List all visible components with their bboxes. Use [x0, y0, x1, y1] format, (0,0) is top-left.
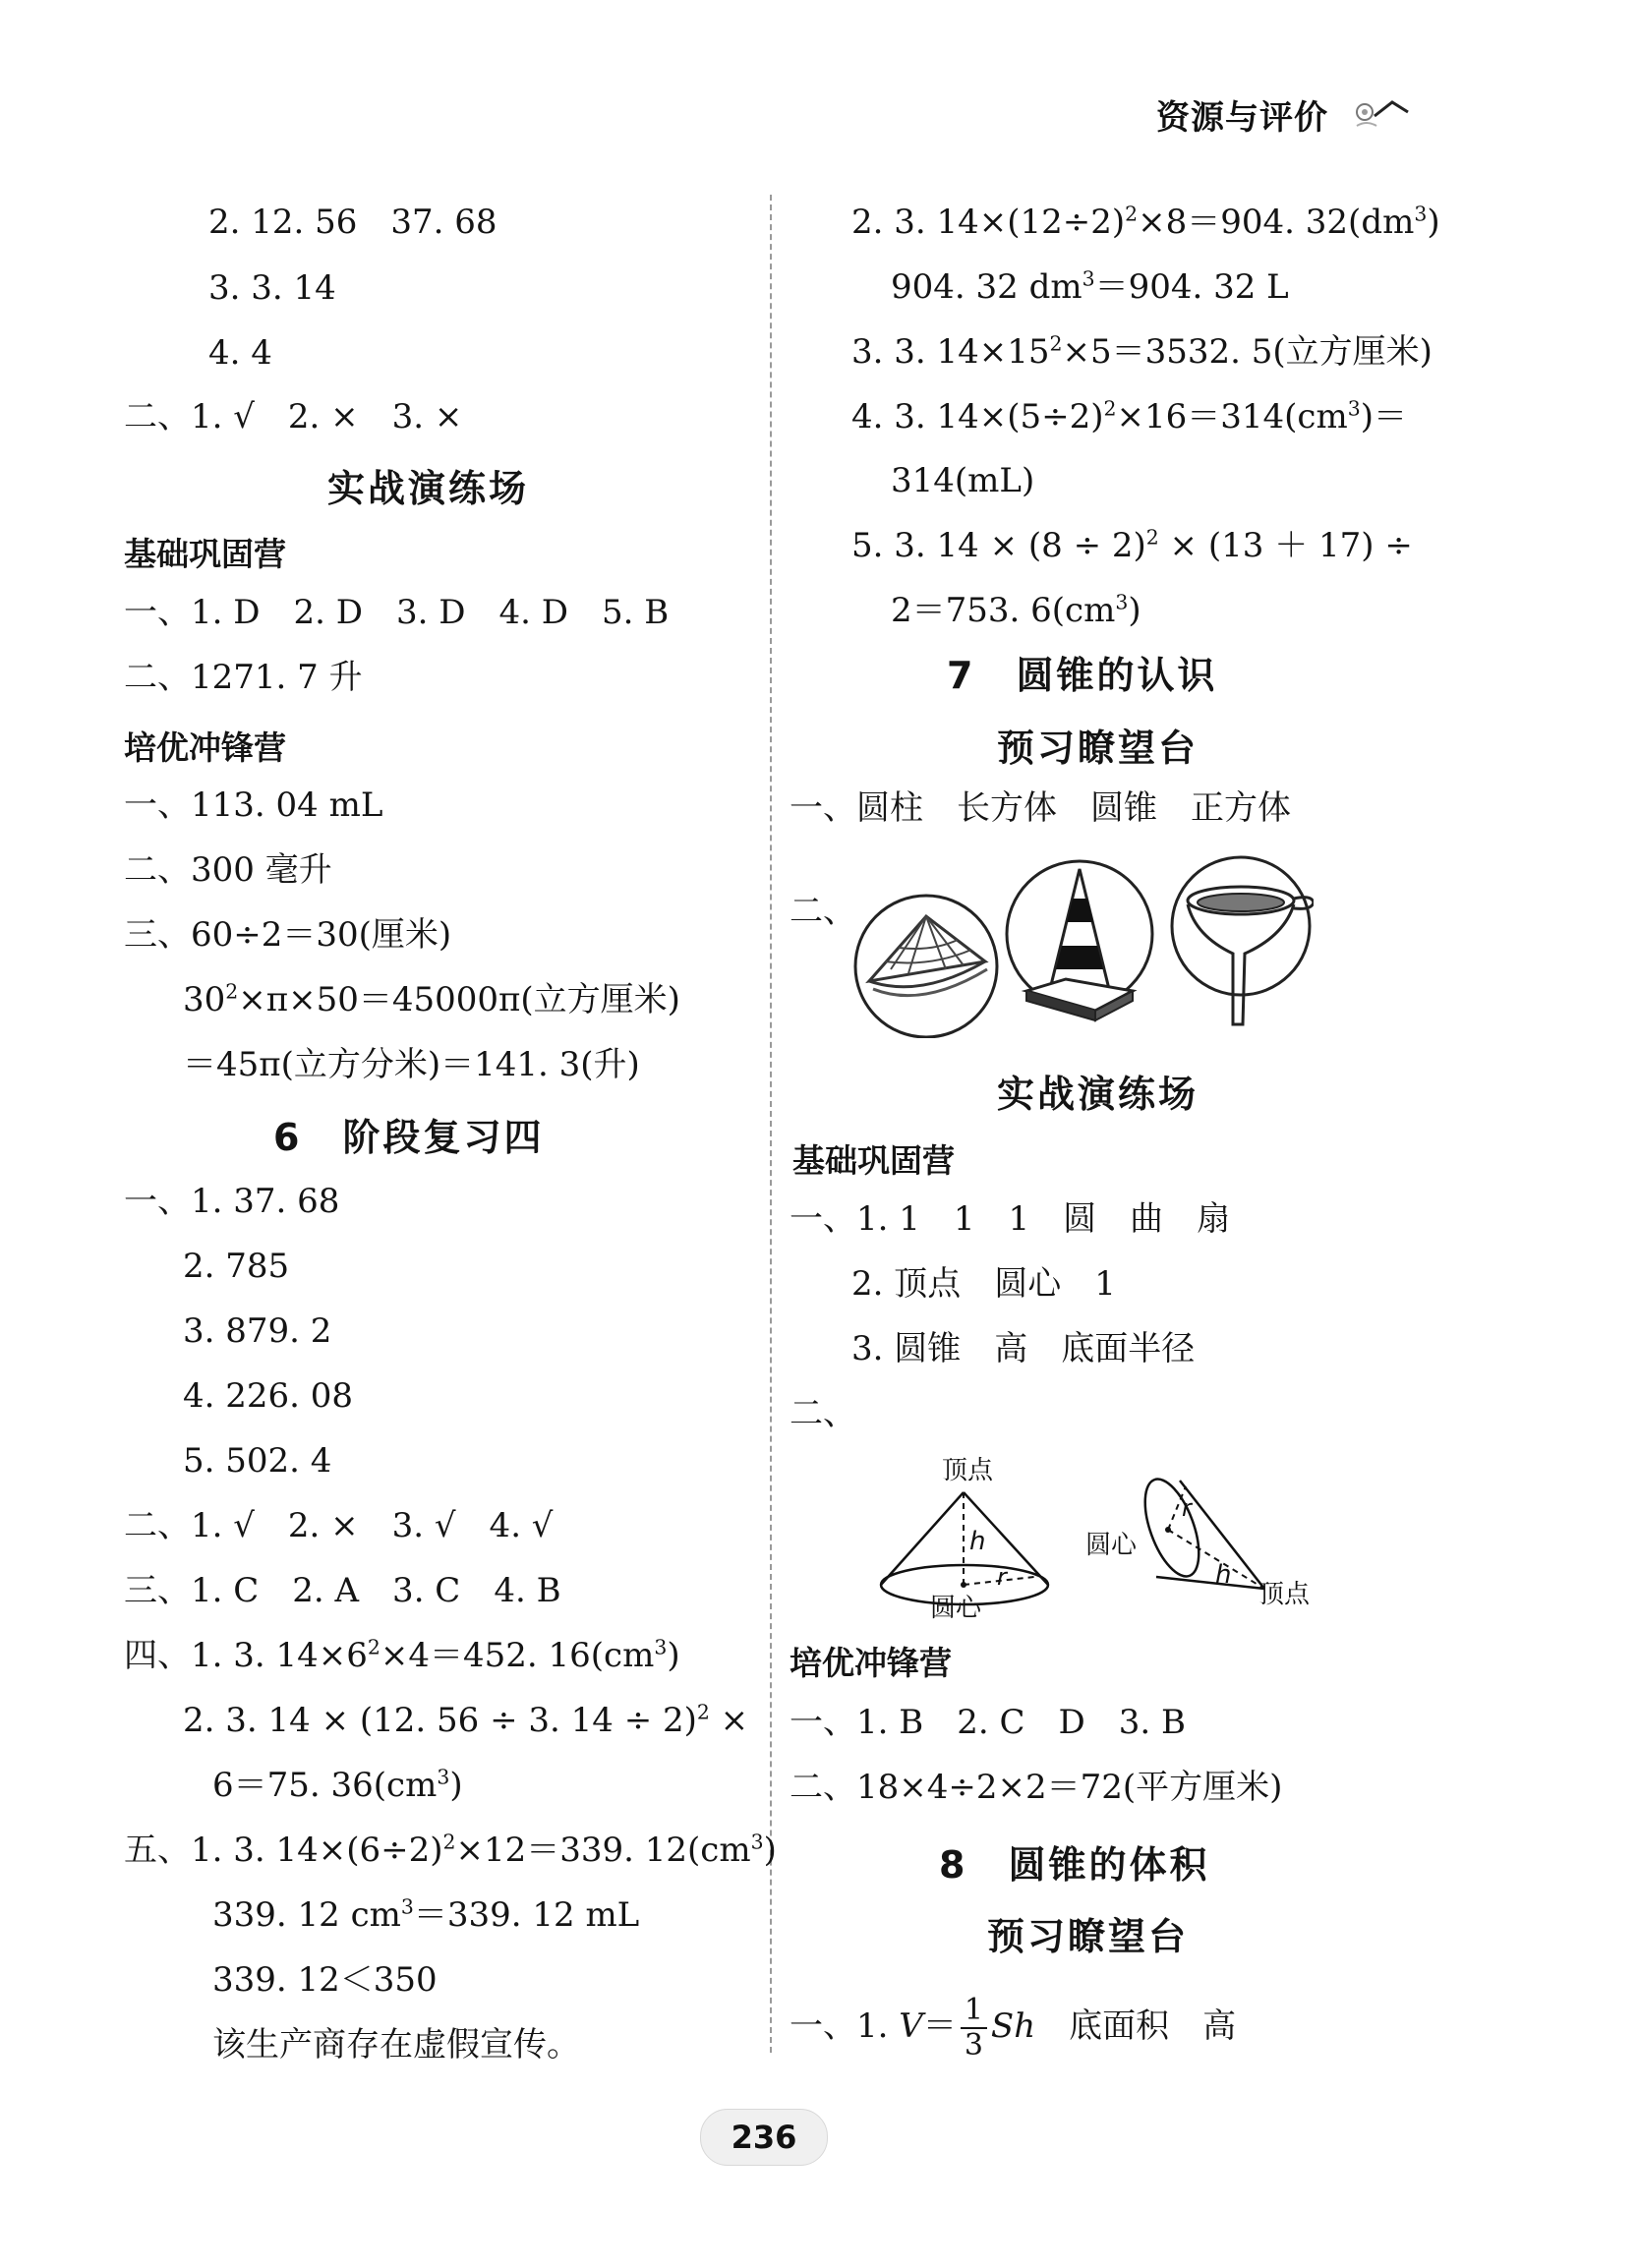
- labeled-cones-diagram: [865, 1445, 1337, 1622]
- answer-line: 6＝75. $36(cm^3)$: [212, 1765, 463, 1805]
- one-third-fraction: $\frac{1}{3}$: [961, 1996, 987, 2061]
- answer-line: 2＝753. $6(cm^3)$: [891, 590, 1141, 630]
- answer-line: 904. 32 $dm^3=904$. 32 L: [891, 266, 1289, 307]
- answer-line: 三、1. C 2. A 3. C 4. B: [124, 1571, 561, 1610]
- answer-line: 3. 879. 2: [183, 1311, 332, 1351]
- answer-line: 二、300 毫升: [124, 850, 332, 890]
- header-decoration-icon: [1353, 90, 1412, 134]
- traffic-cone-picture: [1007, 861, 1152, 1020]
- answer-line: 3. 3. 14: [208, 268, 336, 308]
- answer-line: 一、1. V＝ $\frac{1}{3}$ Sh 底面积 高: [790, 1993, 1237, 2063]
- section-heading: 预习瞭望台: [987, 1915, 1190, 1958]
- answer-line: 2. 12. 56 37. 68: [208, 203, 497, 242]
- center-label: 圆心: [930, 1594, 982, 1622]
- apex-label: 顶点: [942, 1456, 994, 1485]
- chapter-heading: 8 圆锥的体积: [939, 1843, 1210, 1887]
- subsection-heading: 基础巩固营: [792, 1141, 955, 1180]
- rice-hat-picture: [855, 896, 997, 1037]
- funnel-picture: [1172, 857, 1314, 1024]
- answer-line: 314(mL): [891, 461, 1035, 500]
- answer-line: 5. 502. 4: [183, 1441, 332, 1481]
- apex-label: 顶点: [1258, 1580, 1311, 1609]
- answer-line: 二、: [790, 1394, 856, 1433]
- tilted-cone-diagram: [1085, 1473, 1311, 1609]
- answer-line: 四、1. 3. $14\times 6^2\times 4=452$. $16(cm^3)$: [124, 1635, 680, 1675]
- radius-label: r: [1182, 1494, 1192, 1522]
- column-divider: [770, 195, 772, 2053]
- answer-line: 2. 顶点 圆心 1: [851, 1264, 1116, 1304]
- subsection-heading: 培优冲锋营: [790, 1644, 952, 1682]
- answer-line: 一、1. 1 1 1 圆 曲 扇: [790, 1199, 1231, 1239]
- answer-line: 2. 3. 14 × (12. 56 ÷ 3. 14 ÷ 2)$^2$ ×: [183, 1700, 749, 1740]
- page-number: 236: [700, 2109, 828, 2166]
- answer-line: 5. 3. $14 \times (8 \div 2)^2 \times (13 + 17)$ ÷: [851, 525, 1413, 565]
- chapter-heading: 6 阶段复习四: [273, 1116, 545, 1159]
- answer-line: 二、18×4÷2×2＝72(平方厘米): [790, 1768, 1283, 1807]
- answer-line: 3. 圆锥 高 底面半径: [851, 1329, 1196, 1368]
- answer-line: 一、圆柱 长方体 圆锥 正方体: [790, 788, 1291, 828]
- answer-line: 一、1. B 2. C D 3. B: [790, 1703, 1186, 1742]
- height-label: h: [969, 1527, 986, 1556]
- upright-cone-diagram: [881, 1456, 1048, 1622]
- subsection-heading: 基础巩固营: [124, 535, 286, 573]
- answer-line: $30^2\times\pi\times 50=45000\pi$(立方厘米): [183, 979, 680, 1019]
- answer-line: 一、113. 04 mL: [124, 785, 383, 825]
- chapter-heading: 7 圆锥的认识: [947, 654, 1218, 697]
- radius-label: r: [997, 1563, 1007, 1591]
- cone-objects-figure: [851, 851, 1314, 1038]
- answer-line: 该生产商存在虚假宣传。: [212, 2025, 580, 2064]
- header-title: 资源与评价: [1156, 98, 1328, 138]
- subsection-heading: 培优冲锋营: [124, 728, 286, 767]
- answer-line: 4. 226. 08: [183, 1376, 354, 1416]
- answer-line: 339. 12 $cm^3=339$. 12 mL: [212, 1894, 640, 1935]
- section-heading: 实战演练场: [327, 467, 530, 510]
- answer-line: 二、1. √ 2. × 3. ×: [124, 397, 463, 436]
- answer-line: 五、1. 3. $14\times(6\div 2)^2\times 12=339$. $12(cm^3)$: [124, 1830, 777, 1870]
- answer-line: 4. 4: [208, 333, 272, 373]
- answer-line: 339. 12＜350: [212, 1960, 438, 2000]
- answer-line: 2. 785: [183, 1247, 290, 1286]
- center-label: 圆心: [1085, 1531, 1138, 1560]
- answer-line: 一、1. D 2. D 3. D 4. D 5. B: [124, 593, 670, 632]
- answer-line: 二、1271. 7 升: [124, 658, 363, 697]
- answer-line: 一、1. 37. 68: [124, 1182, 340, 1221]
- answer-line: 2. 3. $14\times(12\div 2)^2\times 8=904$. $32(dm^3)$: [851, 202, 1440, 242]
- height-label: h: [1215, 1560, 1232, 1590]
- answer-line: 三、60÷2＝30(厘米): [124, 915, 452, 955]
- answer-line: 二、: [790, 892, 856, 931]
- answer-line: ＝45π(立方分米)＝141. 3(升): [183, 1045, 640, 1084]
- answer-line: 4. 3. $14\times(5\div 2)^2\times 16=314(cm^3)=$: [851, 396, 1407, 436]
- section-heading: 实战演练场: [997, 1073, 1199, 1116]
- section-heading: 预习瞭望台: [997, 727, 1199, 770]
- answer-line: 二、1. √ 2. × 3. √ 4. √: [124, 1506, 554, 1545]
- answer-line: 3. 3. $14\times 15^2\times 5=3532$. 5(立方厘米): [851, 331, 1433, 372]
